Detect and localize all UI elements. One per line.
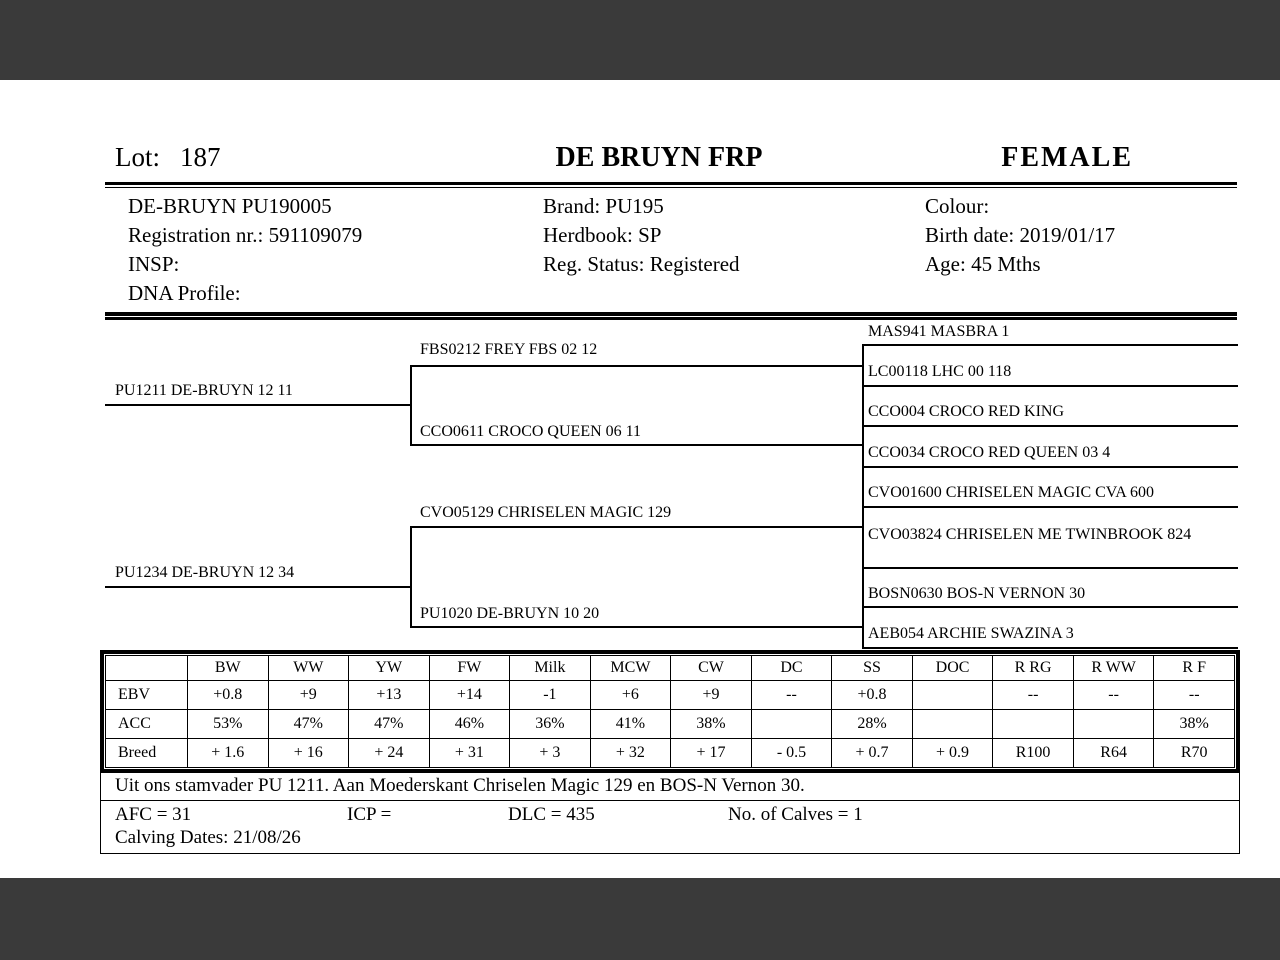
insp-label: INSP: xyxy=(128,252,180,276)
row-label: EBV xyxy=(106,681,188,710)
breed-row xyxy=(106,739,1235,768)
acc-row xyxy=(106,710,1235,739)
registration-number: Registration nr.: 591109079 xyxy=(128,223,363,247)
value-cell xyxy=(993,710,1074,739)
column-header: FW xyxy=(429,656,510,681)
value-cell xyxy=(912,681,993,710)
herdbook: Herdbook: SP xyxy=(543,223,662,247)
pedigree-line-dam-dam xyxy=(410,626,862,628)
value-cell xyxy=(1073,710,1154,739)
catalog-page xyxy=(0,80,1280,878)
value-cell: + 31 xyxy=(429,739,510,768)
value-cell: 36% xyxy=(510,710,591,739)
value-cell: 47% xyxy=(268,710,349,739)
brand: Brand: PU195 xyxy=(543,194,664,218)
animal-info-block xyxy=(0,188,1280,308)
value-cell: R64 xyxy=(1073,739,1154,768)
top-letterbox-bar xyxy=(0,0,1280,80)
pedigree-ggp-5: CVO03824 CHRISELEN ME TWINBROOK 824 xyxy=(868,526,1192,543)
pedigree-tree xyxy=(0,320,1280,650)
column-header: Milk xyxy=(510,656,591,681)
pedigree-line-dam xyxy=(105,586,410,588)
pedigree-bracket-dam xyxy=(410,526,412,628)
value-cell: -1 xyxy=(510,681,591,710)
dlc-value: DLC = 435 xyxy=(508,804,595,825)
info-column-registration xyxy=(543,192,925,308)
pedigree-sire: PU1211 DE-BRUYN 12 11 xyxy=(115,382,293,399)
value-cell: -- xyxy=(1073,681,1154,710)
value-cell: -- xyxy=(751,681,832,710)
birth-date: Birth date: 2019/01/17 xyxy=(925,223,1116,247)
column-header: MCW xyxy=(590,656,671,681)
pedigree-ggp-7: AEB054 ARCHIE SWAZINA 3 xyxy=(868,625,1074,642)
pedigree-line-ggp-4 xyxy=(862,506,1238,508)
value-cell: -- xyxy=(1154,681,1235,710)
value-cell: + 17 xyxy=(671,739,752,768)
animal-name: DE-BRUYN PU190005 xyxy=(128,194,332,218)
ebv-table-frame xyxy=(100,650,1240,773)
pedigree-line-sire-sire xyxy=(410,365,862,367)
value-cell: +0.8 xyxy=(188,681,269,710)
column-header: DC xyxy=(751,656,832,681)
value-cell: R70 xyxy=(1154,739,1235,768)
pedigree-line-ggp-5 xyxy=(862,567,1238,569)
dna-profile-label: DNA Profile: xyxy=(128,281,241,305)
pedigree-ggp-1: LC00118 LHC 00 118 xyxy=(868,363,1012,380)
value-cell: + 16 xyxy=(268,739,349,768)
column-header: SS xyxy=(832,656,913,681)
column-header: CW xyxy=(671,656,752,681)
pedigree-ggp-0: MAS941 MASBRA 1 xyxy=(868,323,1010,340)
pedigree-line-ggp-1 xyxy=(862,385,1238,387)
pedigree-line-dam-sire xyxy=(410,526,862,528)
sex-label: FEMALE xyxy=(1001,142,1133,173)
afc-value: AFC = 31 xyxy=(115,804,192,825)
value-cell: + 24 xyxy=(349,739,430,768)
column-header: WW xyxy=(268,656,349,681)
pedigree-bracket-sire xyxy=(410,365,412,446)
lot-value: 187 xyxy=(180,142,221,172)
column-header: DOC xyxy=(912,656,993,681)
lot-number xyxy=(115,142,415,173)
calves-count: No. of Calves = 1 xyxy=(728,804,863,825)
column-header: BW xyxy=(188,656,269,681)
pedigree-sire-sire: FBS0212 FREY FBS 02 12 xyxy=(420,341,598,358)
info-column-identity xyxy=(128,192,543,308)
value-cell: 38% xyxy=(671,710,752,739)
reg-status: Reg. Status: Registered xyxy=(543,252,740,276)
value-cell: 47% xyxy=(349,710,430,739)
pedigree-sire-dam: CCO0611 CROCO QUEEN 06 11 xyxy=(420,423,642,440)
value-cell: - 0.5 xyxy=(751,739,832,768)
value-cell: 38% xyxy=(1154,710,1235,739)
page-title: DE BRUYN FRP xyxy=(555,142,763,173)
value-cell: + 32 xyxy=(590,739,671,768)
value-cell: +9 xyxy=(268,681,349,710)
value-cell: +6 xyxy=(590,681,671,710)
age: Age: 45 Mths xyxy=(925,252,1041,276)
colour-label: Colour: xyxy=(925,194,990,218)
value-cell: +13 xyxy=(349,681,430,710)
icp-value: ICP = xyxy=(347,804,392,825)
pedigree-line-sire-dam xyxy=(410,444,862,446)
stats-box xyxy=(100,801,1240,854)
ebv-table xyxy=(105,655,1235,768)
pedigree-line-ggp-6 xyxy=(862,606,1238,608)
pedigree-line-ggp-0 xyxy=(862,344,1238,346)
pedigree-line-ggp-2 xyxy=(862,425,1238,427)
pedigree-ggp-4: CVO01600 CHRISELEN MAGIC CVA 600 xyxy=(868,484,1154,501)
bottom-letterbox-bar xyxy=(0,878,1280,960)
ebv-row xyxy=(106,681,1235,710)
info-divider-rule xyxy=(105,312,1237,320)
pedigree-dam: PU1234 DE-BRUYN 12 34 xyxy=(115,564,295,581)
value-cell: +14 xyxy=(429,681,510,710)
value-cell: +0.8 xyxy=(832,681,913,710)
page-header xyxy=(0,80,1280,174)
pedigree-line-ggp-7 xyxy=(862,647,1238,649)
value-cell: R100 xyxy=(993,739,1074,768)
row-label: ACC xyxy=(106,710,188,739)
value-cell: 53% xyxy=(188,710,269,739)
pedigree-ggp-6: BOSN0630 BOS-N VERNON 30 xyxy=(868,585,1086,602)
value-cell: 41% xyxy=(590,710,671,739)
column-header: R WW xyxy=(1073,656,1154,681)
pedigree-ggp-3: CCO034 CROCO RED QUEEN 03 4 xyxy=(868,444,1111,461)
row-label: Breed xyxy=(106,739,188,768)
lot-label: Lot: xyxy=(115,142,160,172)
pedigree-line-ggp-3 xyxy=(862,466,1238,468)
column-header: R F xyxy=(1154,656,1235,681)
column-header: YW xyxy=(349,656,430,681)
column-header: R RG xyxy=(993,656,1074,681)
pedigree-bracket-ggp xyxy=(862,344,864,649)
value-cell: -- xyxy=(993,681,1074,710)
value-cell: + 0.9 xyxy=(912,739,993,768)
pedigree-line-sire xyxy=(105,404,410,406)
pedigree-dam-sire: CVO05129 CHRISELEN MAGIC 129 xyxy=(420,504,672,521)
pedigree-ggp-2: CCO004 CROCO RED KING xyxy=(868,403,1065,420)
value-cell: +9 xyxy=(671,681,752,710)
value-cell: 46% xyxy=(429,710,510,739)
stats-line xyxy=(115,804,1239,826)
remarks-row xyxy=(100,773,1240,801)
remarks-text: Uit ons stamvader PU 1211. Aan Moederskant Chriselen Magic 129 en BOS-N Vernon 30. xyxy=(115,775,805,796)
value-cell xyxy=(751,710,832,739)
ebv-header-row xyxy=(106,656,1235,681)
column-header xyxy=(106,656,188,681)
value-cell xyxy=(912,710,993,739)
value-cell: + 3 xyxy=(510,739,591,768)
pedigree-dam-dam: PU1020 DE-BRUYN 10 20 xyxy=(420,605,600,622)
value-cell: + 0.7 xyxy=(832,739,913,768)
value-cell: + 1.6 xyxy=(188,739,269,768)
value-cell: 28% xyxy=(832,710,913,739)
info-column-birth xyxy=(925,192,1280,308)
calving-dates: Calving Dates: 21/08/26 xyxy=(115,827,301,848)
